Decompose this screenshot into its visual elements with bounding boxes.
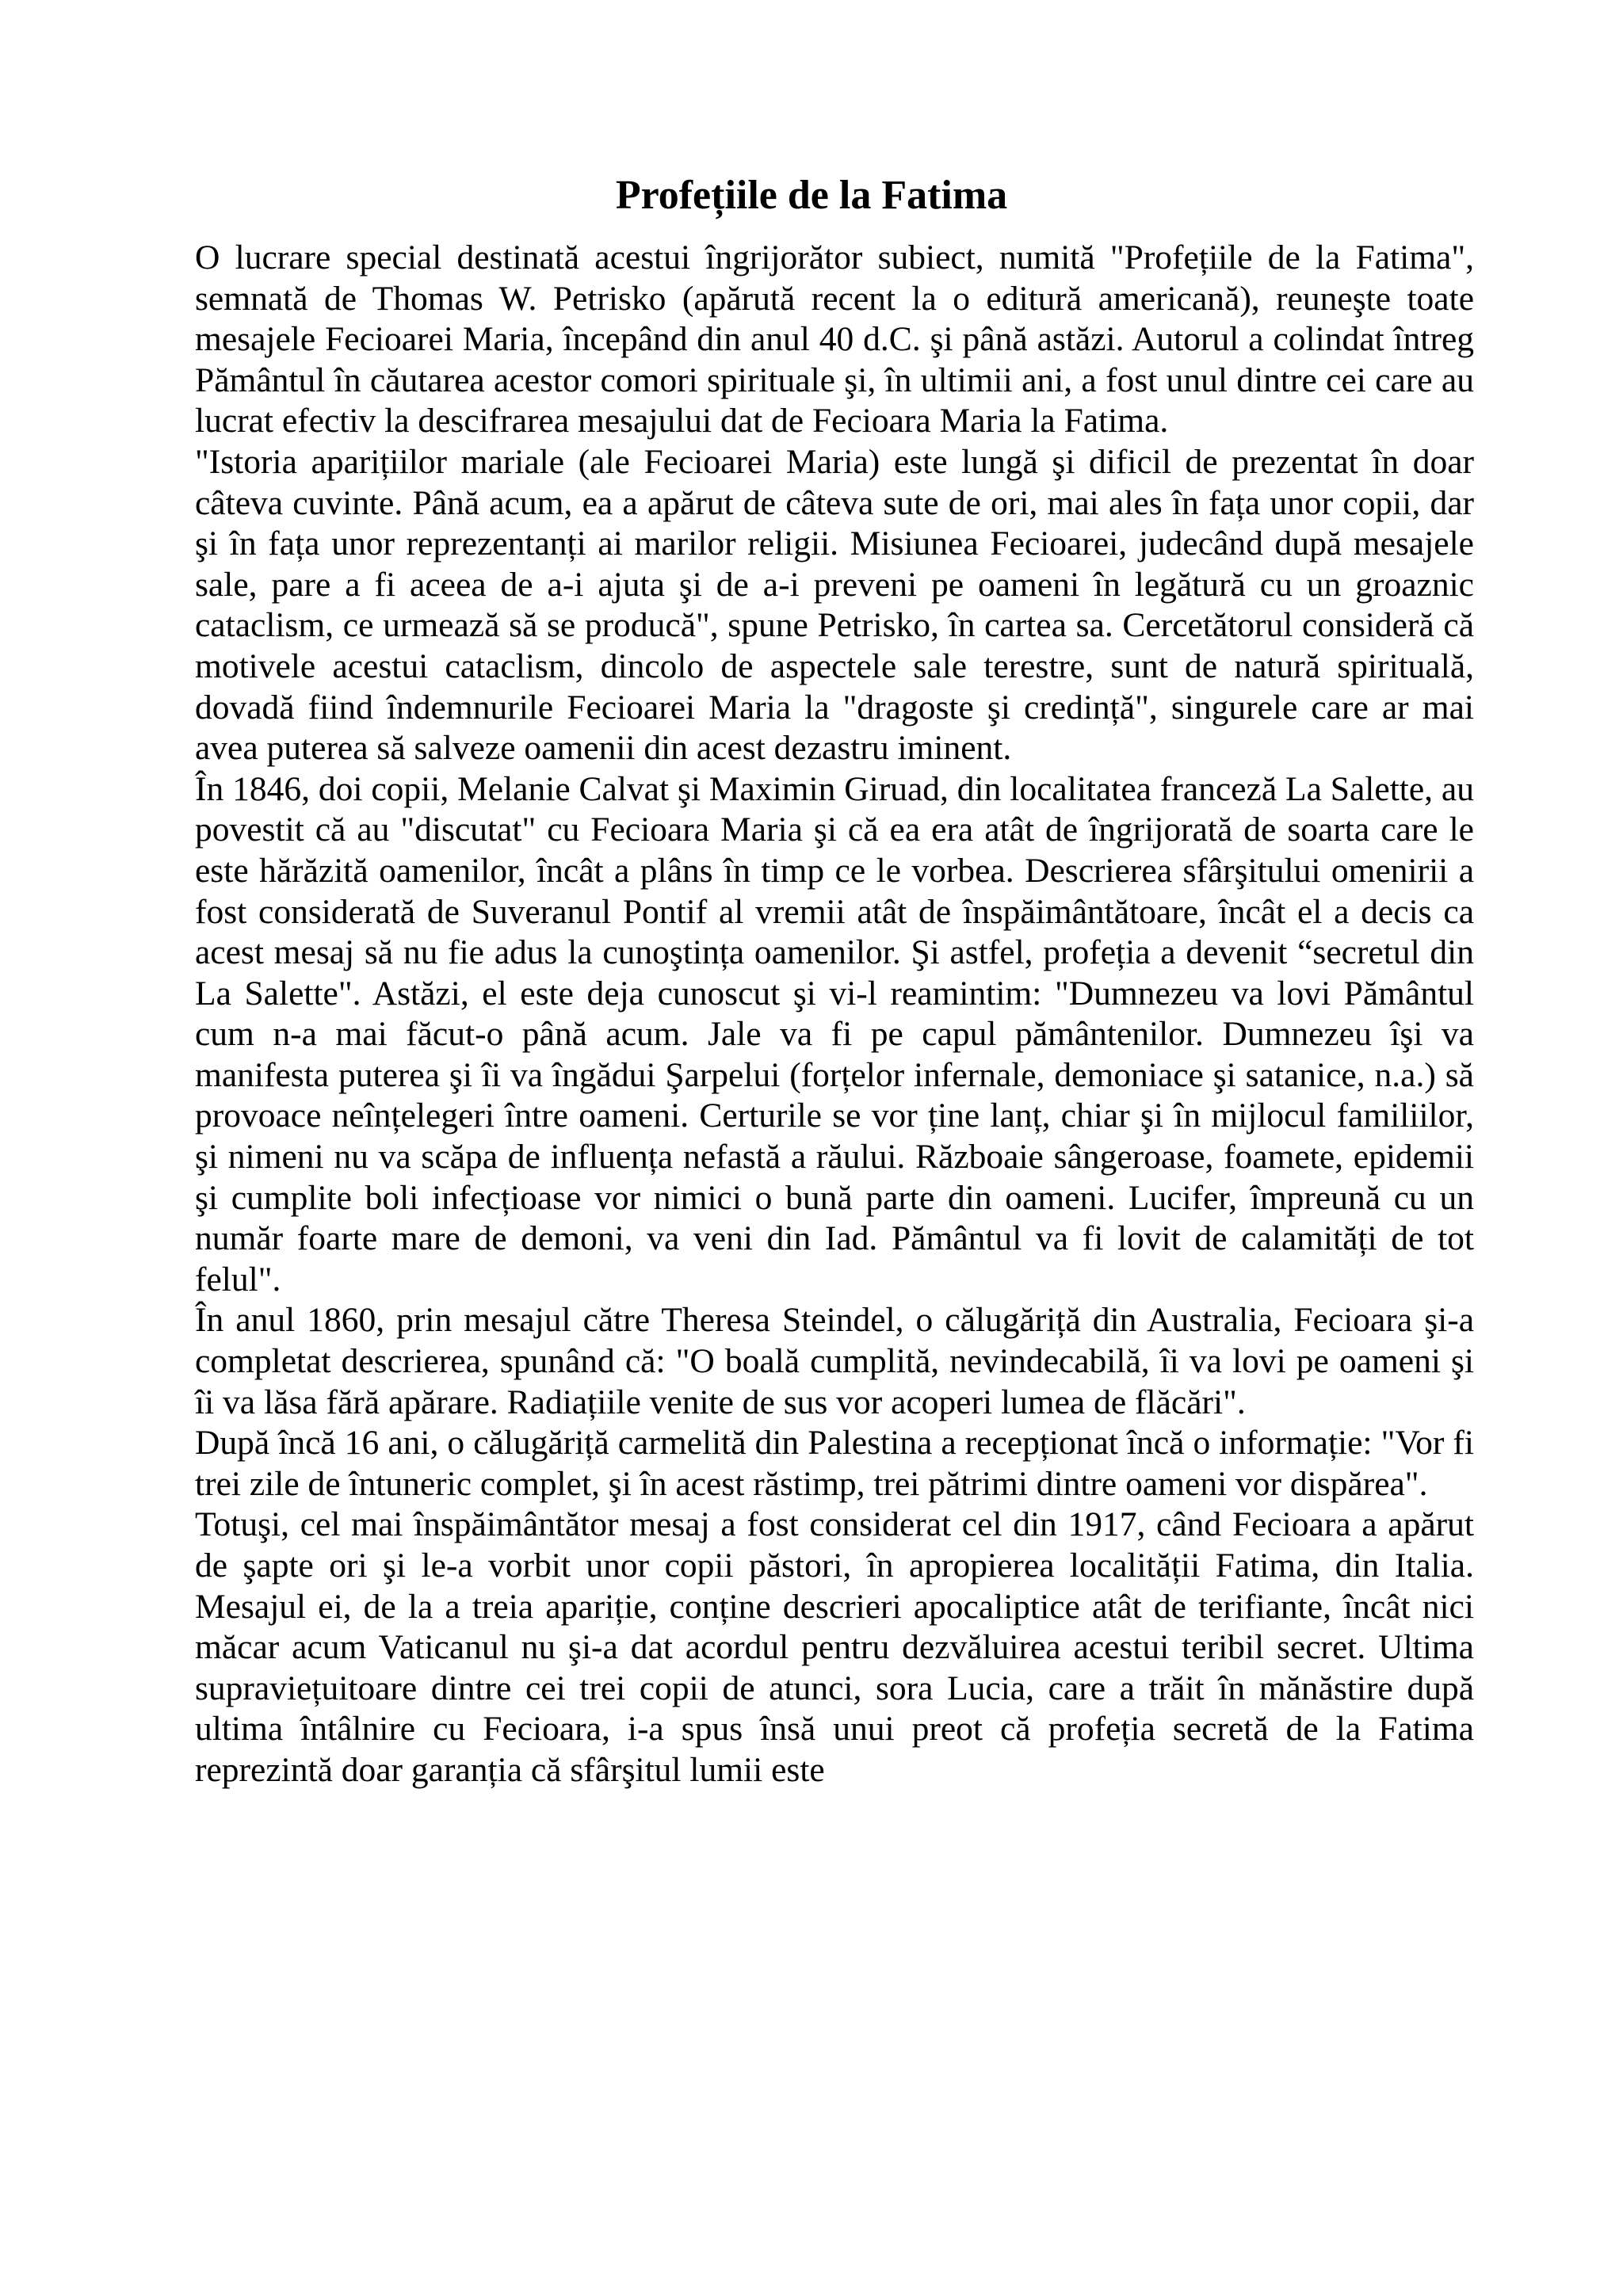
paragraph: Totuşi, cel mai înspăimântător mesaj a fost considerat cel din 1917, când Fecioara a apărut de şapte ori şi le-a vorbit unor copii păstori, în apropierea localității Fatima, din Italia. Mesajul ei, de la a treia apariție, conține descrieri apocaliptice atât de terifiante, încât nici măcar acum Vaticanul nu şi-a dat acordul pentru dezvăluirea acestui teribil secret. Ultima supraviețuitoare dintre cei trei copii de atunci, sora Lucia, care a trăit în mănăstire după ultima întâlnire cu Fecioara, i-a spus însă unui preot că profeția secretă de la Fatima reprezintă doar garanția că sfârşitul lumii este [195, 1505, 1474, 1789]
document-title: Profețiile de la Fatima [615, 173, 1008, 218]
paragraph: În 1846, doi copii, Melanie Calvat şi Maximin Giruad, din localitatea franceză La Salette, au povestit că au "discutat" cu Fecioara Maria şi că ea era atât de îngrijorată de soarta care le este hărăzită oamenilor, încât a plâns în timp ce le vorbea. Descrierea sfârşitului omenirii a fost considerată de Suveranul Pontif al vremii atât de înspăimântătoare, încât el a decis ca acest mesaj să nu fie adus la cunoştința oamenilor. Şi astfel, profeția a devenit “secretul din La Salette". Astăzi, el este deja cunoscut şi vi-l reamintim: "Dumnezeu va lovi Pământul cum n-a mai făcut-o până acum. Jale va fi pe capul pământenilor. Dumnezeu îşi va manifesta puterea şi îi va îngădui Şarpelui (forțelor infernale, demoniace şi satanice, n.a.) să provoace neînțelegeri între oameni. Certurile se vor ține lanț, chiar şi în mijlocul familiilor, şi nimeni nu va scăpa de influența nefastă a răului. Războaie sângeroase, foamete, epidemii şi cumplite boli infecțioase vor nimici o bună parte din oameni. Lucifer, împreună cu un număr foarte mare de demoni, va veni din Iad. Pământul va fi lovit de calamități de tot felul". [195, 769, 1474, 1299]
paragraph: După încă 16 ani, o călugăriță carmelită din Palestina a recepționat încă o informație: "Vor fi trei zile de întuneric complet, şi în acest răstimp, trei pătrimi dintre oameni vor dispărea". [195, 1424, 1474, 1503]
document-body [195, 238, 1474, 1791]
paragraph: O lucrare special destinată acestui îngrijorător subiect, numită "Profețiile de la Fatima", semnată de Thomas W. Petrisko (apărută recent la o editură americană), reuneşte toate mesajele Fecioarei Maria, începând din anul 40 d.C. şi până astăzi. Autorul a colindat întreg Pământul în căutarea acestor comori spirituale şi, în ultimii ani, a fost unul dintre cei care au lucrat efectiv la descifrarea mesajului dat de Fecioara Maria la Fatima. [195, 238, 1474, 441]
paragraph: În anul 1860, prin mesajul către Theresa Steindel, o călugăriță din Australia, Fecioara şi-a completat descrierea, spunând că: "O boală cumplită, nevindecabilă, îi va lovi pe oameni şi îi va lăsa fără apărare. Radiațiile venite de sus vor acoperi lumea de flăcări". [195, 1301, 1474, 1421]
paragraph: "Istoria aparițiilor mariale (ale Fecioarei Maria) este lungă şi dificil de prezentat în doar câteva cuvinte. Până acum, ea a apărut de câteva sute de ori, mai ales în fața unor copii, dar şi în fața unor reprezentanți ai marilor religii. Misiunea Fecioarei, judecând după mesajele sale, pare a fi aceea de a-i ajuta şi de a-i preveni pe oameni în legătură cu un groaznic cataclism, ce urmează să se producă", spune Petrisko, în cartea sa. Cercetătorul consideră că motivele acestui cataclism, dincolo de aspectele sale terestre, sunt de natură spirituală, dovadă fiind îndemnurile Fecioarei Maria la "dragoste şi credință", singurele care ar mai avea puterea să salveze oamenii din acest dezastru iminent. [195, 442, 1474, 768]
